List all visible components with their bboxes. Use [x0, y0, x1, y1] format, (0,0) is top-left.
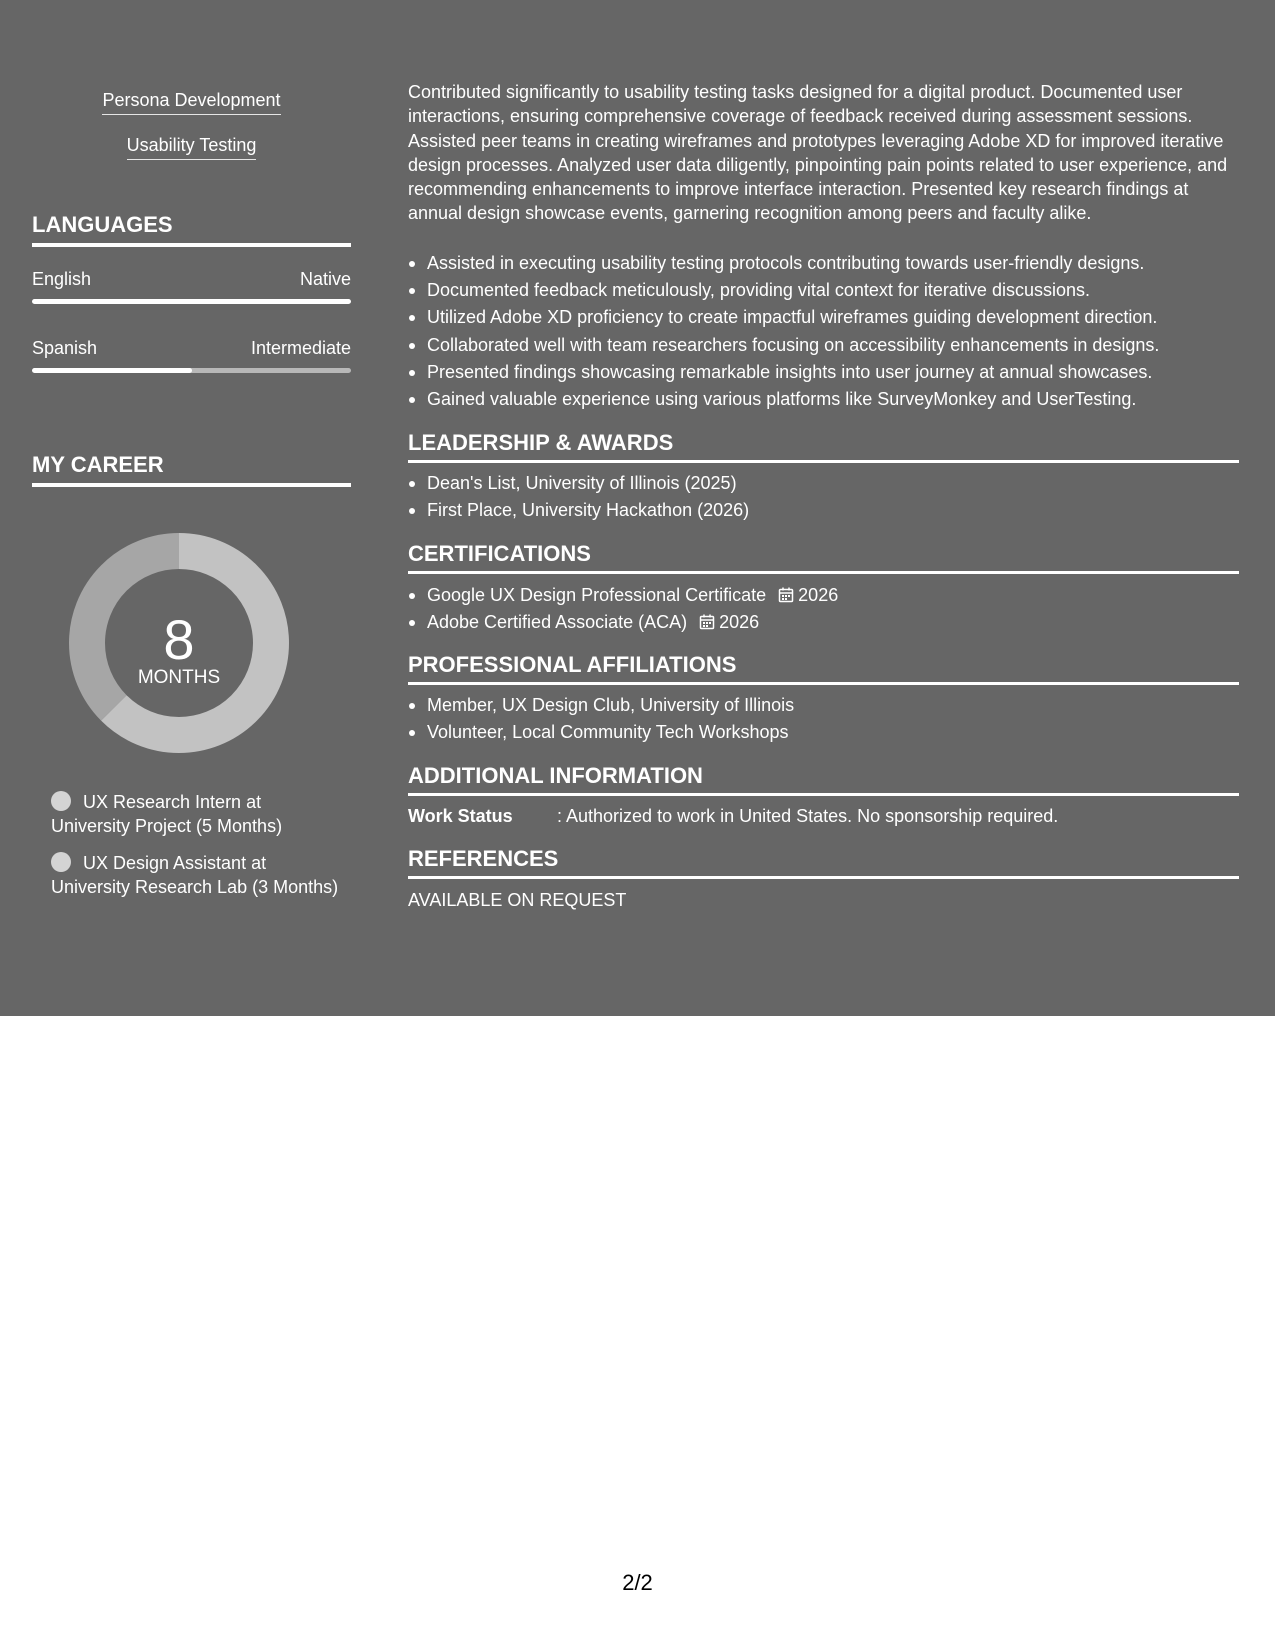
certification-name: Google UX Design Professional Certificate — [427, 585, 767, 605]
list-item: Documented feedback meticulously, providing vital context for iterative discussions. — [408, 278, 1239, 305]
language-name: Spanish — [32, 338, 98, 358]
career-legend-dot — [51, 852, 71, 872]
additional-info-heading: ADDITIONAL INFORMATION — [408, 763, 1239, 796]
career-total-unit: MONTHS — [137, 667, 221, 688]
career-legend-dot — [51, 791, 71, 811]
language-row — [32, 267, 351, 291]
language-row — [32, 336, 351, 360]
list-item — [408, 583, 1239, 610]
language-name: English — [32, 269, 92, 289]
list-item: Collaborated well with team researchers focusing on accessibility enhancements in designs. — [408, 333, 1239, 360]
language-level: Native — [299, 269, 351, 289]
skill-link-persona-development[interactable]: Persona Development — [32, 88, 351, 115]
language-proficiency-bar — [32, 368, 351, 373]
career-donut-chart — [67, 531, 291, 755]
work-status-label: Work Status — [408, 806, 513, 826]
career-heading: MY CAREER — [32, 452, 351, 487]
experience-summary: Contributed significantly to usability testing tasks designed for a digital product. Documented user interactions, ensuring comprehensive coverage of feedback received during assessment sessions. Assisted peer teams in creating wireframes and prototypes leveraging Adobe XD for improved iterative design processes. Analyzed user data diligently, pinpointing pain points related to user experience, and recommending enhancements to improve interface interaction. Presented key research findings at annual design showcase events, garnering recognition among peers and faculty alike. — [408, 82, 1228, 224]
work-status-value: : Authorized to work in United States. No sponsorship required. — [557, 806, 1059, 826]
language-proficiency-fill — [32, 368, 192, 373]
list-item: Gained valuable experience using various platforms like SurveyMonkey and UserTesting. — [408, 387, 1239, 414]
list-item: Assisted in executing usability testing protocols contributing towards user-friendly designs. — [408, 251, 1239, 278]
language-proficiency-bar — [32, 299, 351, 304]
certifications-heading: CERTIFICATIONS — [408, 541, 1239, 574]
experience-bullets — [408, 251, 1239, 414]
list-item: Presented findings showcasing remarkable insights into user journey at annual showcases. — [408, 360, 1239, 387]
leadership-heading: LEADERSHIP & AWARDS — [408, 430, 1239, 463]
list-item — [408, 610, 1239, 637]
certification-name: Adobe Certified Associate (ACA) — [427, 612, 688, 633]
references-heading: REFERENCES — [408, 846, 1239, 879]
affiliations-heading: PROFESSIONAL AFFILIATIONS — [408, 652, 1239, 685]
calendar-icon — [699, 614, 715, 630]
references-text: AVAILABLE ON REQUEST — [408, 890, 627, 910]
career-total-value: 8 — [163, 608, 195, 671]
list-item: Utilized Adobe XD proficiency to create impactful wireframes guiding development direction. — [408, 305, 1239, 332]
page-number: 2/2 — [622, 1570, 653, 1595]
list-item: First Place, University Hackathon (2026) — [408, 498, 1239, 525]
affiliations-list — [408, 693, 1239, 747]
certification-date: 2026 — [778, 585, 838, 605]
leadership-list — [408, 471, 1239, 525]
language-proficiency-fill — [32, 299, 351, 304]
certifications-list — [408, 583, 1239, 637]
career-item: UX Design Assistant at University Research Lab (3 Months) — [51, 853, 339, 897]
list-item: Volunteer, Local Community Tech Workshops — [408, 720, 1239, 747]
career-item: UX Research Intern at University Project (5 Months) — [51, 792, 283, 836]
language-level: Intermediate — [250, 338, 351, 358]
list-item: Member, UX Design Club, University of Illinois — [408, 693, 1239, 720]
languages-heading: LANGUAGES — [32, 212, 351, 247]
calendar-icon — [778, 587, 794, 603]
skill-link-usability-testing[interactable]: Usability Testing — [32, 133, 351, 160]
list-item: Dean's List, University of Illinois (2025) — [408, 471, 1239, 498]
certification-date: 2026 — [699, 612, 759, 632]
